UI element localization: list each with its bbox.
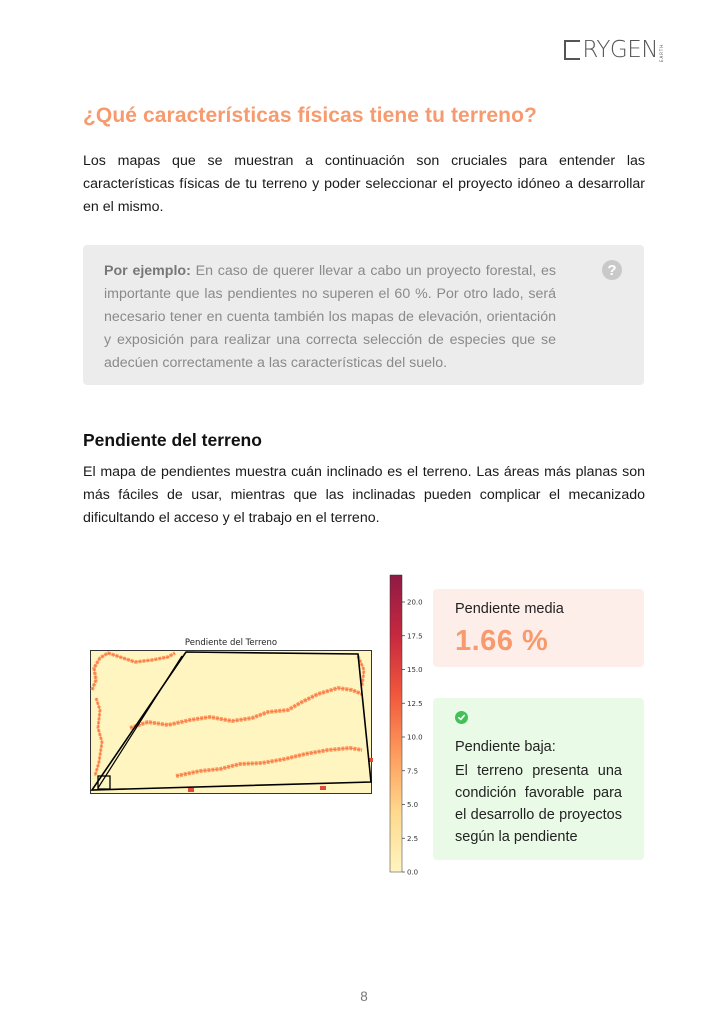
mean-slope-card [433, 589, 644, 667]
colorbar-tick-label: 15.0 [407, 666, 423, 674]
colorbar-tick-label: 12.5 [407, 699, 423, 708]
logo-subtext: EARTH [659, 43, 664, 62]
page-number: 8 [360, 989, 368, 1004]
map-title: Pendiente del Terreno [184, 638, 278, 648]
slope-high-patch [188, 788, 194, 792]
note-text: En caso de querer llevar a cabo un proyecto forestal, es importante que las pendientes no superen el 60 %. Por otro lado, será necesario tener en cuenta también los mapas de elevación, orientación y exposición para realizar una correcta selección de especies que se adecúen correctamente a las características del suelo. [104, 263, 556, 371]
colorbar-tick-label: 7.5 [407, 767, 419, 776]
slope-high-patch [320, 786, 326, 790]
slope-map [90, 650, 373, 794]
slope-description: El mapa de pendientes muestra cuán inclinado es el terreno. Las áreas más planas son más fáciles de usar, mientras que las inclinadas pueden complicar el mecanizado dificultando el acceso y el trabajo en el terreno. [83, 464, 645, 526]
question-circle-icon: ? [602, 260, 622, 280]
example-note [83, 245, 644, 385]
mean-slope-value: 1.66 % [455, 625, 549, 657]
map-background [91, 651, 372, 794]
colorbar-tick-label: 5.0 [407, 801, 419, 809]
colorbar-tick-label: 0.0 [407, 868, 419, 875]
colorbar-tick-label: 20.0 [407, 598, 423, 607]
logo-text: RYGEN [582, 37, 658, 63]
slope-status-text: El terreno presenta una condición favorable para el desarrollo de proyectos según la pendiente [455, 763, 622, 845]
check-circle-icon [455, 711, 468, 724]
note-label: Por ejemplo: [104, 263, 191, 279]
slope-status-title: Pendiente baja: [455, 739, 556, 755]
colorbar-tick-label: 2.5 [407, 834, 419, 843]
colorbar-tick-label: 17.5 [407, 632, 423, 641]
mean-slope-label: Pendiente media [455, 601, 564, 617]
colorbar-gradient [390, 575, 402, 872]
slope-status-card [433, 698, 644, 860]
brand-logo [564, 38, 664, 62]
intro-paragraph: Los mapas que se muestran a continuación son cruciales para entender las características físicas de tu terreno y poder seleccionar el proyecto idóneo a desarrollar en el mismo. [83, 153, 645, 215]
slope-heading: Pendiente del terreno [83, 430, 262, 450]
logo-mark-icon [564, 40, 580, 60]
section-title: ¿Qué características físicas tiene tu terreno? [83, 104, 537, 127]
slope-colorbar [380, 570, 430, 875]
note-text-block [104, 260, 556, 375]
colorbar-tick-label: 10.0 [407, 733, 423, 742]
